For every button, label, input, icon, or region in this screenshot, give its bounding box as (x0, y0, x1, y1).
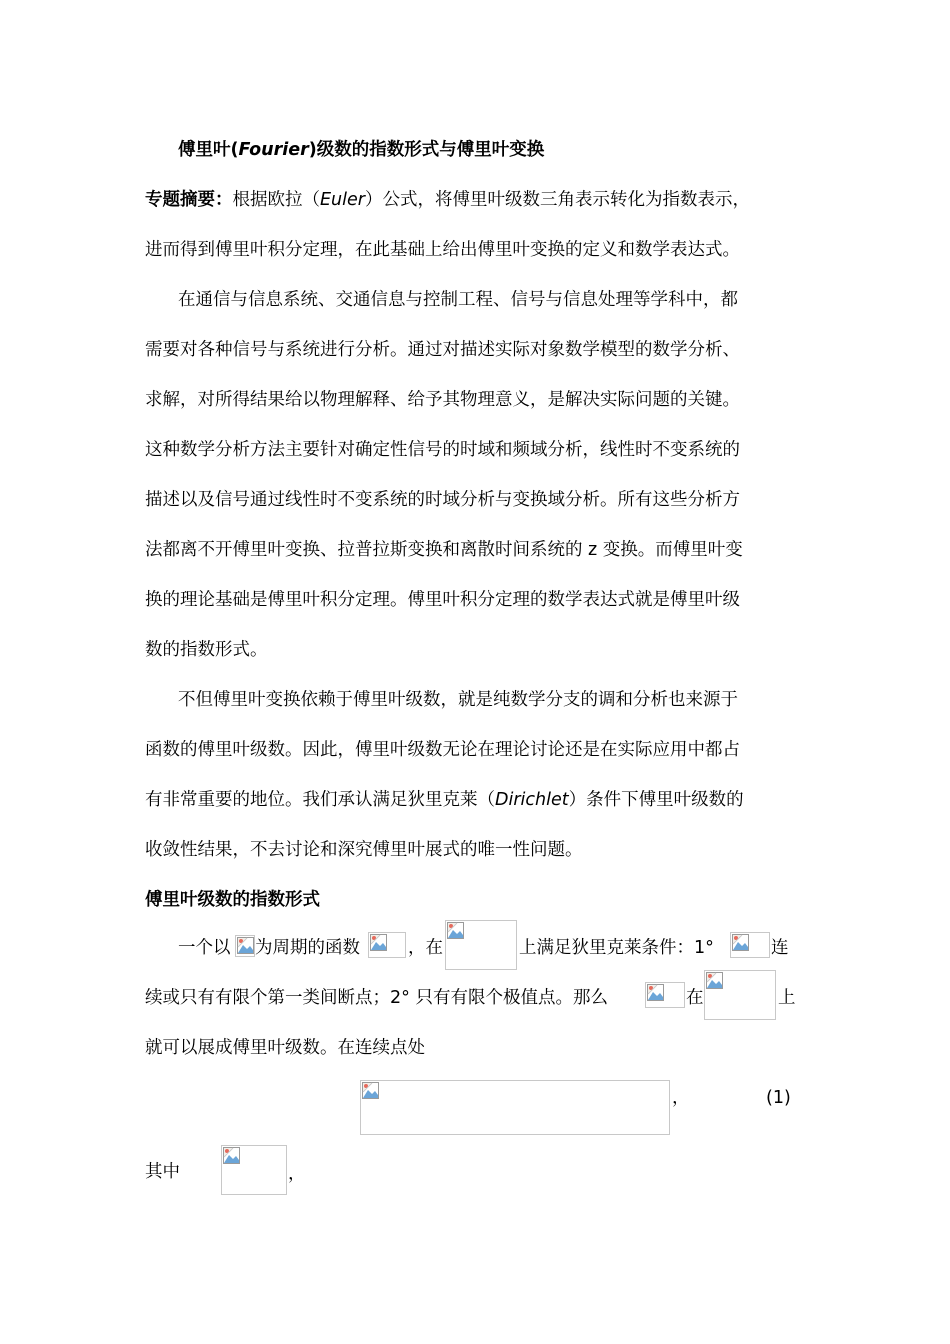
where-comma: ， (288, 1164, 306, 1184)
abstract-label: 专题摘要： (145, 190, 233, 210)
para2-line (145, 788, 744, 812)
formula-image (221, 1145, 287, 1195)
para3-text: 上 (778, 988, 796, 1008)
para3-text: 连 (771, 938, 789, 958)
formula-image (445, 920, 517, 970)
para1-line: 在通信与信息系统、交通信息与控制工程、信号与信息处理等学科中，都 (178, 290, 738, 310)
para1-line: 数的指数形式。 (145, 640, 268, 660)
formula-image (730, 932, 770, 958)
title-text-2: )级数的指数形式与傅里叶变换 (308, 140, 545, 160)
para3-text: 一个以 (178, 938, 231, 958)
para3-line-1 (178, 936, 231, 960)
abstract-line-2: 进而得到傅里叶积分定理，在此基础上给出傅里叶变换的定义和数学表达式。 (145, 240, 740, 260)
para2-line: 函数的傅里叶级数。因此，傅里叶级数无论在理论讨论还是在实际应用中都占 (145, 740, 740, 760)
para2-line: 收敛性结果，不去讨论和深究傅里叶展式的唯一性问题。 (145, 840, 583, 860)
formula-image (235, 935, 255, 957)
para3-text: 在 (686, 988, 704, 1008)
para3-text: ，在 (408, 938, 443, 958)
equation-number: (1) (766, 1088, 791, 1108)
where-label: 其中 (145, 1162, 180, 1182)
broken-image-icon (223, 1147, 240, 1164)
para3-line-2: 续或只有有限个第一类间断点；2° 只有有限个极值点。那么 (145, 988, 608, 1008)
para1-line: 描述以及信号通过线性时不变系统的时域分析与变换域分析。所有这些分析方 (145, 490, 740, 510)
broken-image-icon (706, 972, 723, 989)
formula-image (368, 932, 406, 958)
broken-image-icon (647, 984, 664, 1001)
para2-text: 有非常重要的地位。我们承认满足狄里克莱（ (145, 790, 495, 810)
title-text-1: 傅里叶( (178, 140, 239, 160)
abstract-text: 根据欧拉（ (232, 190, 320, 210)
formula-image (704, 970, 776, 1020)
para2-line: 不但傅里叶变换依赖于傅里叶级数，就是纯数学分支的调和分析也来源于 (178, 690, 738, 710)
para1-line: 换的理论基础是傅里叶积分定理。傅里叶积分定理的数学表达式就是傅里叶级 (145, 590, 740, 610)
para3-text: 上满足狄里克莱条件：1° (519, 938, 714, 958)
para2-italic: Dirichlet (495, 790, 569, 810)
para1-line: 求解，对所得结果给以物理解释、给予其物理意义，是解决实际问题的关键。 (145, 390, 740, 410)
broken-image-icon (362, 1082, 379, 1099)
broken-image-icon (237, 937, 254, 954)
formula-image (645, 982, 685, 1008)
broken-image-icon (447, 922, 464, 939)
para3-line-3: 就可以展成傅里叶级数。在连续点处 (145, 1038, 425, 1058)
abstract-line-1 (145, 188, 750, 212)
para3-text: 为周期的函数 (255, 938, 360, 958)
equation-comma: ， (672, 1088, 690, 1108)
section-heading: 傅里叶级数的指数形式 (145, 890, 320, 910)
para1-line: 法都离不开傅里叶变换、拉普拉斯变换和离散时间系统的 z 变换。而傅里叶变 (145, 540, 743, 560)
abstract-text: ）公式，将傅里叶级数三角表示转化为指数表示， (364, 190, 750, 210)
document-title (178, 138, 544, 162)
para2-text: ）条件下傅里叶级数的 (568, 790, 744, 810)
broken-image-icon (732, 934, 749, 951)
para1-line: 需要对各种信号与系统进行分析。通过对描述实际对象数学模型的数学分析、 (145, 340, 740, 360)
para1-line: 这种数学分析方法主要针对确定性信号的时域和频域分析，线性时不变系统的 (145, 440, 740, 460)
title-italic: Fourier (238, 140, 309, 160)
abstract-italic: Euler (320, 190, 365, 210)
broken-image-icon (370, 934, 387, 951)
equation-image (360, 1080, 670, 1135)
